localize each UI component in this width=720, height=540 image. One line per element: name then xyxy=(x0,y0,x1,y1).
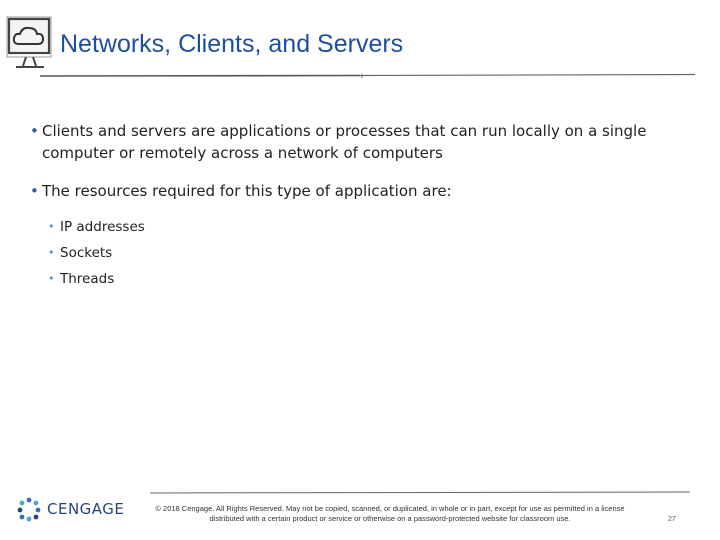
page-number: 27 xyxy=(668,516,676,523)
sub-bullet-marker: • xyxy=(48,220,55,233)
sub-bullet-text: Threads xyxy=(60,271,115,287)
bullet-item xyxy=(30,120,700,164)
bullet-text: Clients and servers are applications or processes that can run locally on a single computer or remotely across a network of computers xyxy=(42,122,647,162)
sub-bullet-marker: • xyxy=(48,272,55,285)
cloud-monitor-icon xyxy=(6,16,58,72)
sub-bullet-marker: • xyxy=(48,246,55,259)
cengage-logo xyxy=(16,496,124,522)
slide-content xyxy=(30,120,700,296)
sub-bullet-item xyxy=(30,218,700,236)
bullet-item xyxy=(30,180,700,202)
sub-bullet-text: Sockets xyxy=(60,245,113,261)
slide-title: Networks, Clients, and Servers xyxy=(60,30,404,58)
bullet-text: The resources required for this type of application are: xyxy=(42,182,452,200)
sub-bullet-item xyxy=(30,270,700,288)
bullet-marker: • xyxy=(30,122,39,140)
brand-name: CENGAGE xyxy=(47,500,125,518)
title-divider xyxy=(0,72,720,80)
sub-bullet-text: IP addresses xyxy=(60,219,145,235)
copyright-notice: © 2018 Cengage. All Rights Reserved. May not be copied, scanned, or duplicated, in whole or in part, except for use as permitted in a license distributed with a certain product or service or otherwise on a password-protected website for classroom use. xyxy=(155,504,625,523)
cengage-logo-icon xyxy=(16,496,42,522)
sub-bullet-item xyxy=(30,244,700,262)
bullet-marker: • xyxy=(30,182,39,200)
